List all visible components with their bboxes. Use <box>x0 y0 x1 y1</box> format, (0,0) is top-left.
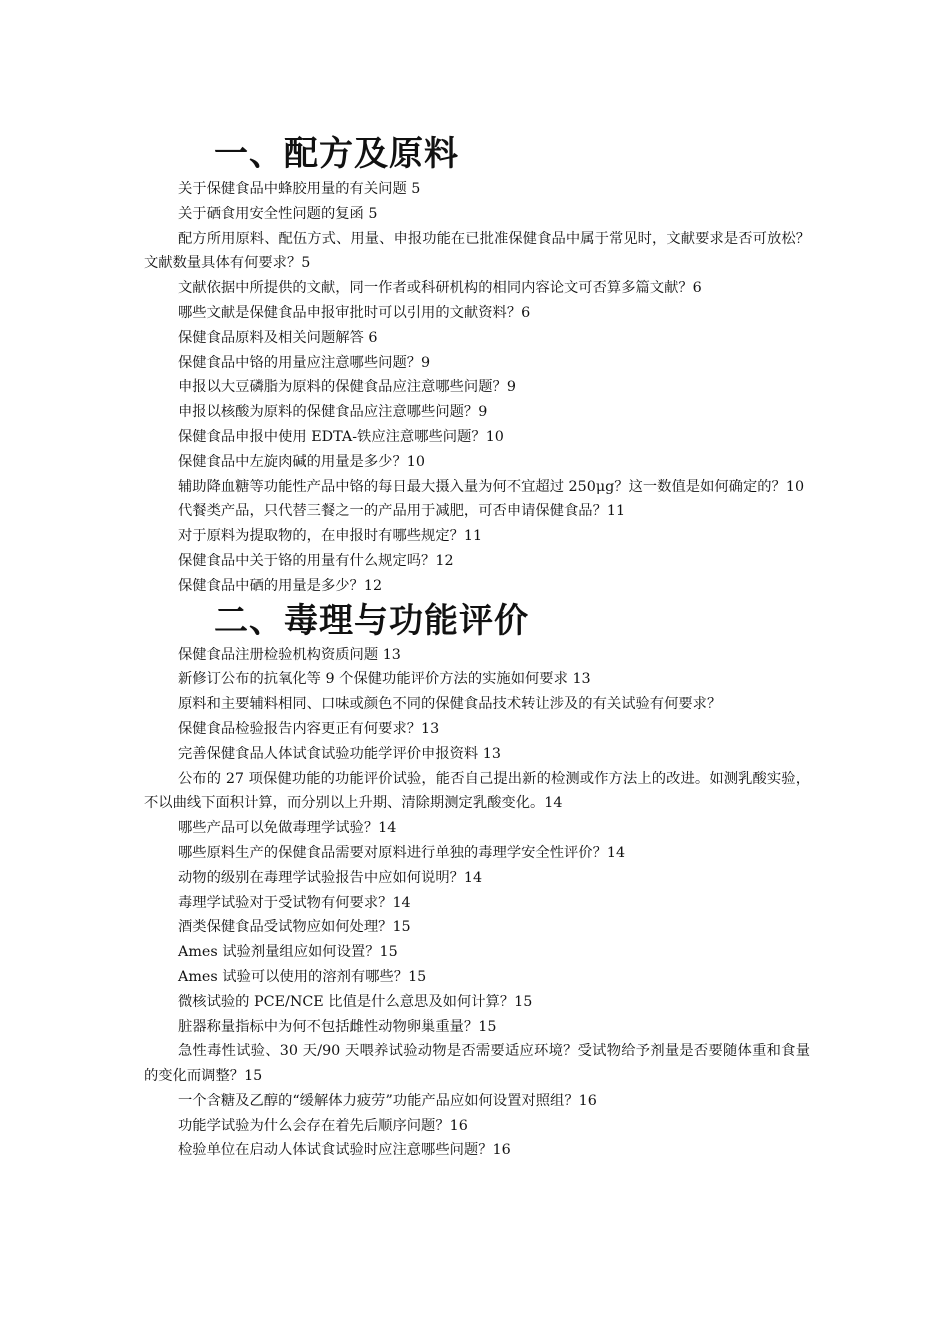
toc-entry[interactable]: 哪些产品可以免做毒理学试验？14 <box>178 820 397 837</box>
toc-entry[interactable]: 保健食品中硒的用量是多少？12 <box>178 577 383 594</box>
toc-entry[interactable]: 哪些文献是保健食品申报审批时可以引用的文献资料？6 <box>178 304 531 321</box>
toc-entry[interactable]: 保健食品原料及相关问题解答 6 <box>178 329 378 346</box>
toc-entry[interactable]: 申报以核酸为原料的保健食品应注意哪些问题？9 <box>178 404 488 421</box>
toc-entry[interactable]: 毒理学试验对于受试物有何要求？14 <box>178 894 411 911</box>
section-entries-formula-materials <box>144 177 810 599</box>
toc-entry[interactable]: 配方所用原料、配伍方式、用量、申报功能在已批准保健食品中属于常见时，文献要求是否可放松？文献数量具体有何要求？5 <box>144 230 810 272</box>
toc-entry[interactable]: 公布的 27 项保健功能的功能评价试验，能否自己提出新的检测或作方法上的改进。如测乳酸实验，不以曲线下面积计算，而分别以上升期、清除期测定乳酸变化。14 <box>144 770 810 812</box>
toc-entry[interactable]: 关于硒食用安全性问题的复函 5 <box>178 205 378 222</box>
toc-entry[interactable]: 功能学试验为什么会存在着先后顺序问题？16 <box>178 1117 468 1134</box>
toc-entry[interactable]: 保健食品申报中使用 EDTA-铁应注意哪些问题？10 <box>178 428 504 445</box>
section-title-toxicology-function: 二、毒理与功能评价 <box>214 600 529 641</box>
toc-entry[interactable]: 文献依据中所提供的文献，同一作者或科研机构的相同内容论文可否算多篇文献？6 <box>178 280 702 297</box>
toc-entry[interactable]: 哪些原料生产的保健食品需要对原料进行单独的毒理学安全性评价？14 <box>178 844 626 861</box>
toc-entry[interactable]: 脏器称量指标中为何不包括雌性动物卵巢重量？15 <box>178 1018 497 1035</box>
toc-entry[interactable]: 急性毒性试验、30 天/90 天喂养试验动物是否需要适应环境？受试物给予剂量是否要随体重和食量的变化而调整？15 <box>144 1043 810 1085</box>
toc-entry[interactable]: 动物的级别在毒理学试验报告中应如何说明？14 <box>178 869 483 886</box>
toc-entry[interactable]: 辅助降血糖等功能性产品中铬的每日最大摄入量为何不宜超过 250μg？这一数值是如何确定的？10 <box>178 478 805 495</box>
toc-entry[interactable]: Ames 试验剂量组应如何设置？15 <box>178 944 398 961</box>
toc-entry[interactable]: 保健食品注册检验机构资质问题 13 <box>178 646 401 663</box>
toc-entry[interactable]: 新修订公布的抗氧化等 9 个保健功能评价方法的实施如何要求 13 <box>178 671 591 688</box>
section-entries-toxicology-function <box>144 643 810 1164</box>
toc-entry[interactable]: 保健食品中铬的用量应注意哪些问题？9 <box>178 354 431 371</box>
table-of-contents <box>144 134 810 1163</box>
toc-entry[interactable]: 微核试验的 PCE/NCE 比值是什么意思及如何计算？15 <box>178 993 533 1010</box>
toc-entry[interactable]: 对于原料为提取物的，在申报时有哪些规定？11 <box>178 528 483 545</box>
toc-entry[interactable]: 完善保健食品人体试食试验功能学评价申报资料 13 <box>178 745 501 762</box>
toc-entry[interactable]: 酒类保健食品受试物应如何处理？15 <box>178 919 411 936</box>
toc-entry[interactable]: 保健食品中关于铬的用量有什么规定吗？12 <box>178 552 454 569</box>
toc-entry[interactable]: 关于保健食品中蜂胶用量的有关问题 5 <box>178 181 421 197</box>
toc-entry[interactable]: 原料和主要辅料相同、口味或颜色不同的保健食品技术转让涉及的有关试验有何要求？ <box>178 696 722 713</box>
toc-entry[interactable]: 代餐类产品，只代替三餐之一的产品用于减肥，可否申请保健食品？11 <box>178 503 626 520</box>
toc-entry[interactable]: 保健食品中左旋肉碱的用量是多少？10 <box>178 453 425 470</box>
toc-entry[interactable]: 一个含糖及乙醇的“缓解体力疲劳”功能产品应如何设置对照组？16 <box>178 1092 597 1109</box>
toc-entry[interactable]: Ames 试验可以使用的溶剂有哪些？15 <box>178 968 427 985</box>
toc-entry[interactable]: 检验单位在启动人体试食试验时应注意哪些问题？16 <box>178 1142 511 1159</box>
toc-entry[interactable]: 申报以大豆磷脂为原料的保健食品应注意哪些问题？9 <box>178 379 516 396</box>
toc-entry[interactable]: 保健食品检验报告内容更正有何要求？13 <box>178 720 440 737</box>
section-title-formula-materials: 一、配方及原料 <box>214 134 459 174</box>
